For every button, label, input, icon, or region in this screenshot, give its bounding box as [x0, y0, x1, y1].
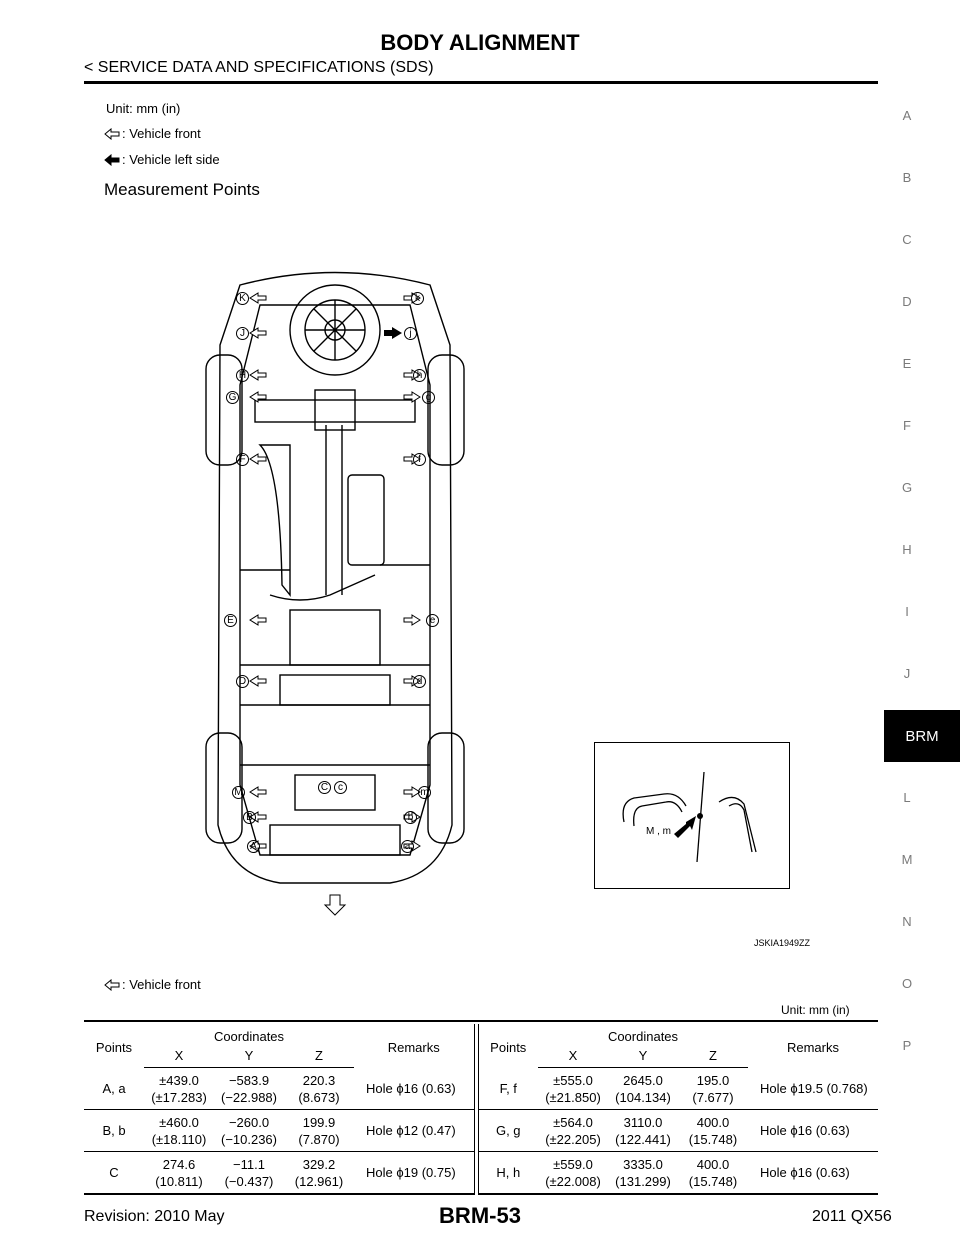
side-index-b[interactable]: B — [902, 170, 912, 185]
cell-z-mm: 400.0 — [696, 1156, 730, 1172]
cell-z — [678, 1110, 748, 1152]
cell-y — [608, 1110, 678, 1152]
point-label-b: b — [404, 811, 417, 824]
side-index-m[interactable]: M — [901, 852, 913, 867]
cell-y-in: (104.134) — [615, 1089, 671, 1105]
side-index-l[interactable]: L — [903, 790, 911, 805]
point-label-e: e — [426, 614, 439, 627]
header-y: Y — [214, 1046, 284, 1068]
cell-x — [538, 1152, 608, 1195]
cell-point: H, h — [478, 1152, 538, 1195]
cell-y-mm: −260.0 — [228, 1114, 270, 1130]
cell-z — [284, 1110, 354, 1152]
side-index-h[interactable]: H — [902, 542, 912, 557]
cell-z — [678, 1068, 748, 1110]
header-y: Y — [608, 1046, 678, 1068]
cell-z — [678, 1152, 748, 1195]
front-arrow-outline-icon — [104, 979, 120, 991]
cell-x — [538, 1068, 608, 1110]
cell-y — [608, 1152, 678, 1195]
cell-y — [214, 1110, 284, 1152]
side-index-c[interactable]: C — [902, 232, 912, 247]
table-row — [84, 1152, 878, 1195]
measurement-table — [84, 1024, 878, 1195]
cell-z-in: (12.961) — [294, 1173, 344, 1189]
cell-point: G, g — [478, 1110, 538, 1152]
side-index-p[interactable]: P — [902, 1038, 912, 1053]
unit-text: Unit: mm (in) — [106, 101, 181, 116]
header-divider — [84, 81, 878, 84]
cell-remarks: Hole ϕ16 (0.63) — [748, 1152, 878, 1195]
breadcrumb[interactable]: < SERVICE DATA AND SPECIFICATIONS (SDS) — [84, 59, 434, 76]
inset-detail-diagram — [594, 742, 790, 890]
cell-y — [608, 1068, 678, 1110]
cell-y — [214, 1068, 284, 1110]
cell-x-in: (±18.110) — [151, 1131, 207, 1147]
cell-z-in: (15.748) — [688, 1173, 738, 1189]
cell-point: B, b — [84, 1110, 144, 1152]
cell-x — [538, 1110, 608, 1152]
cell-z-in: (7.677) — [692, 1089, 734, 1105]
header-z: Z — [284, 1046, 354, 1068]
side-index-o[interactable]: O — [901, 976, 913, 991]
section-heading: Measurement Points — [104, 180, 260, 199]
side-index-a[interactable]: A — [902, 108, 912, 123]
point-label-j: j — [404, 327, 417, 340]
header-points: Points — [95, 1039, 133, 1055]
header-coordinates: Coordinates — [607, 1029, 679, 1044]
side-index-j[interactable]: J — [903, 666, 911, 681]
cell-x — [144, 1068, 214, 1110]
point-label-D: D — [236, 675, 249, 688]
cell-z-mm: 220.3 — [302, 1072, 336, 1088]
point-label-E: E — [224, 614, 237, 627]
footer-model: 2011 QX56 — [812, 1208, 892, 1225]
point-label-g: g — [422, 391, 435, 404]
cell-x-mm: ±564.0 — [553, 1114, 593, 1130]
table-row — [84, 1110, 878, 1152]
figure-front-legend-text: : Vehicle front — [122, 977, 201, 992]
front-arrow-outline-icon — [104, 128, 120, 140]
point-label-d: d — [413, 675, 426, 688]
table-unit-label: Unit: mm (in) — [781, 1003, 850, 1017]
cell-x-in: (10.811) — [155, 1173, 203, 1189]
cell-z — [284, 1152, 354, 1195]
point-label-m: m — [418, 786, 431, 799]
header-remarks: Remarks — [786, 1039, 839, 1055]
unit-label — [106, 101, 180, 116]
point-label-H: H — [236, 369, 249, 382]
cell-remarks: Hole ϕ16 (0.63) — [748, 1110, 878, 1152]
cell-x — [144, 1110, 214, 1152]
cell-point: C — [84, 1152, 144, 1195]
point-label-a: a — [401, 840, 414, 853]
cell-remarks: Hole ϕ16 (0.63) — [354, 1068, 474, 1110]
legend-front — [104, 126, 201, 141]
cell-y-mm: 3335.0 — [623, 1156, 663, 1172]
point-label-f: f — [413, 453, 426, 466]
cell-z-in: (15.748) — [688, 1131, 738, 1147]
table-top-rule — [84, 1020, 878, 1022]
header-x: X — [144, 1046, 214, 1068]
point-label-h: h — [413, 369, 426, 382]
cell-x-mm: ±555.0 — [553, 1072, 593, 1088]
side-index-f[interactable]: F — [903, 418, 911, 433]
side-index-g[interactable]: G — [901, 480, 913, 495]
point-label-B: B — [243, 811, 256, 824]
side-index-e[interactable]: E — [902, 356, 912, 371]
point-label-c: c — [334, 781, 347, 794]
point-label-C: C — [318, 781, 331, 794]
side-index-brm-active[interactable]: BRM — [884, 710, 960, 762]
side-index-n[interactable]: N — [902, 914, 912, 929]
legend-left-side — [104, 152, 220, 167]
cell-x-mm: ±559.0 — [553, 1156, 593, 1172]
cell-z-mm: 199.9 — [302, 1114, 336, 1130]
cell-y-mm: 3110.0 — [623, 1114, 663, 1130]
cell-z-in: (7.870) — [298, 1131, 340, 1147]
vehicle-underbody-diagram — [200, 265, 470, 925]
cell-point: A, a — [84, 1068, 144, 1110]
header-coordinates: Coordinates — [213, 1029, 285, 1044]
footer-page-number: BRM-53 — [439, 1203, 521, 1228]
legend-left-side-text: : Vehicle left side — [122, 152, 220, 167]
inset-label: M , m — [646, 826, 671, 837]
cell-z-in: (8.673) — [298, 1089, 340, 1105]
cell-x-in: (±22.205) — [545, 1131, 601, 1147]
cell-x-mm: ±460.0 — [159, 1114, 199, 1130]
side-index-d[interactable]: D — [902, 294, 912, 309]
left-side-arrow-filled-icon — [104, 154, 120, 166]
left-side-marker-icon — [384, 327, 402, 339]
cell-y-in: (−0.437) — [224, 1173, 274, 1189]
cell-x — [144, 1152, 214, 1195]
point-label-F: F — [236, 453, 249, 466]
point-label-G: G — [226, 391, 239, 404]
point-label-K: K — [236, 292, 249, 305]
point-label-A: A — [247, 840, 260, 853]
point-label-J: J — [236, 327, 249, 340]
cell-y-in: (122.441) — [615, 1131, 671, 1147]
header-x: X — [538, 1046, 608, 1068]
cell-y — [214, 1152, 284, 1195]
cell-x-in: (±21.850) — [545, 1089, 601, 1105]
header-points: Points — [490, 1039, 527, 1055]
legend-front-text: : Vehicle front — [122, 126, 201, 141]
cell-y-in: (−22.988) — [220, 1089, 277, 1105]
header-z: Z — [678, 1046, 748, 1068]
figure-id: JSKIA1949ZZ — [754, 938, 811, 948]
cell-z-mm: 195.0 — [696, 1072, 730, 1088]
point-label-k: k — [411, 292, 424, 305]
cell-point: F, f — [478, 1068, 538, 1110]
figure-front-legend — [104, 977, 201, 992]
cell-remarks: Hole ϕ12 (0.47) — [354, 1110, 474, 1152]
cell-x-mm: ±439.0 — [159, 1072, 199, 1088]
cell-remarks: Hole ϕ19 (0.75) — [354, 1152, 474, 1195]
cell-z-mm: 329.2 — [302, 1156, 336, 1172]
cell-z — [284, 1068, 354, 1110]
vehicle-front-arrow-icon — [325, 895, 345, 915]
cell-y-in: (−10.236) — [220, 1131, 277, 1147]
cell-y-mm: −11.1 — [233, 1156, 265, 1172]
cell-x-in: (±17.283) — [151, 1089, 207, 1105]
point-label-M: M — [232, 786, 245, 799]
cell-z-mm: 400.0 — [696, 1114, 730, 1130]
side-index-i[interactable]: I — [905, 604, 909, 619]
cell-y-in: (131.299) — [615, 1173, 671, 1189]
cell-y-mm: −583.9 — [228, 1072, 270, 1088]
page-title: BODY ALIGNMENT — [380, 30, 580, 55]
table-row — [84, 1068, 878, 1110]
cell-y-mm: 2645.0 — [623, 1072, 663, 1088]
footer-revision: Revision: 2010 May — [84, 1208, 225, 1225]
cell-x-in: (±22.008) — [545, 1173, 601, 1189]
cell-remarks: Hole ϕ19.5 (0.768) — [748, 1068, 878, 1110]
header-remarks: Remarks — [387, 1039, 440, 1055]
cell-x-mm: 274.6 — [162, 1156, 196, 1172]
